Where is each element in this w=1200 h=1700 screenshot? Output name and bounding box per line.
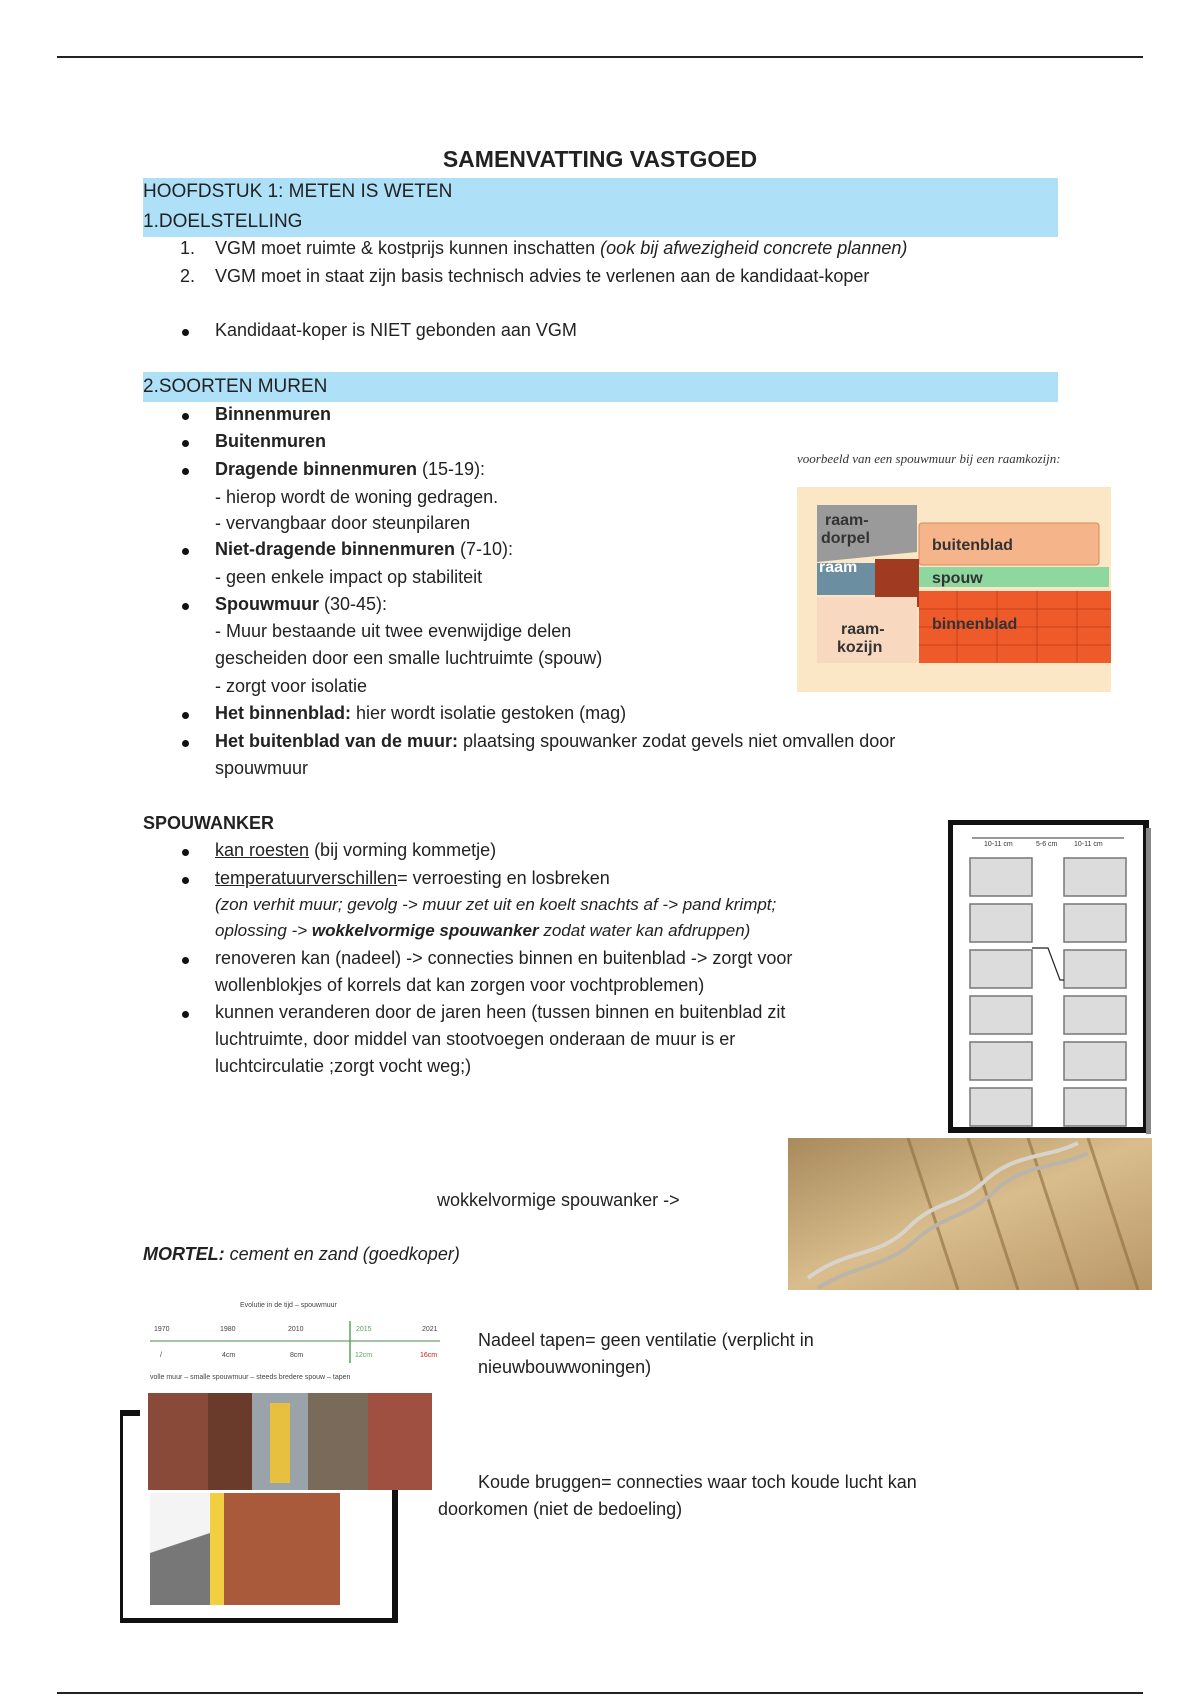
- list-item: Het binnenblad: hier wordt isolatie gestoken (mag): [215, 703, 627, 723]
- bullet: [182, 548, 189, 555]
- list-number: 2.: [180, 266, 196, 286]
- year-label: 1970: [154, 1326, 170, 1333]
- page-title: SAMENVATTING VASTGOED: [442, 146, 758, 172]
- tapen-line: nieuwbouwwoningen): [478, 1357, 652, 1377]
- diagram-caption: voorbeeld van een spouwmuur bij een raamkozijn:: [797, 451, 1061, 466]
- bullet: [182, 957, 189, 964]
- text-line: oplossing -> wokkelvormige spouwanker zodat water kan afdruppen): [215, 921, 751, 940]
- list-item: Niet-dragende binnenmuren (7-10):: [215, 539, 514, 559]
- evolutie-photos: [148, 1393, 432, 1490]
- text-line: gescheiden door een smalle luchtruimte (spouw): [215, 648, 603, 668]
- section2-highlight: [143, 372, 1058, 402]
- list-item: Spouwmuur (30-45):: [215, 594, 388, 614]
- list-item: Dragende binnenmuren (15-19):: [215, 459, 486, 479]
- spouwanker-heading: SPOUWANKER: [143, 813, 275, 833]
- list-item: VGM moet in staat zijn basis technisch advies te verlenen aan de kandidaat-koper: [215, 266, 870, 286]
- year-label: 1980: [220, 1326, 236, 1333]
- label-raamdorpel-1: raam-: [825, 512, 869, 529]
- bullet: [182, 440, 189, 447]
- size-label: 4cm: [222, 1352, 236, 1359]
- evolutie-picture: [120, 1293, 450, 1623]
- list-item: Buitenmuren: [215, 431, 327, 451]
- bullet: [182, 877, 189, 884]
- chapter-highlight: [143, 178, 1058, 237]
- list-item: Het buitenblad van de muur: plaatsing spouwanker zodat gevels niet omvallen door: [215, 731, 896, 751]
- list-item: kunnen veranderen door de jaren heen (tussen binnen en buitenblad zit: [215, 1002, 786, 1022]
- list-item: renoveren kan (nadeel) -> connecties binnen en buitenblad -> zorgt voor: [215, 948, 793, 968]
- dim-label: 5-6 cm: [1036, 841, 1058, 848]
- label-raamkozijn-2: kozijn: [837, 639, 883, 656]
- evolutie-title: Evolutie in de tijd – spouwmuur: [240, 1302, 337, 1309]
- size-label: 16cm: [420, 1352, 438, 1359]
- dim-label: 10-11 cm: [984, 841, 1013, 848]
- section2-heading: 2.SOORTEN MUREN: [143, 376, 328, 397]
- size-label: /: [160, 1352, 162, 1359]
- list-item: Binnenmuren: [215, 404, 332, 424]
- spouwanker-drawing: [948, 820, 1152, 1136]
- spouwmuur-diagram: [797, 487, 1111, 692]
- label-binnenblad: binnenblad: [932, 616, 1018, 633]
- bottom-rule: [57, 1692, 1143, 1694]
- text-line: - zorgt voor isolatie: [215, 676, 368, 696]
- text-line: luchtcirculatie ;zorgt vocht weg;): [215, 1056, 472, 1076]
- list-item: kan roesten (bij vorming kommetje): [215, 840, 497, 860]
- top-rule: [57, 56, 1143, 58]
- bullet: [182, 849, 189, 856]
- size-label: 8cm: [290, 1352, 304, 1359]
- bullet: [182, 413, 189, 420]
- bruggen-line: doorkomen (niet de bedoeling): [438, 1499, 683, 1519]
- label-spouw: spouw: [932, 570, 983, 587]
- label-buitenblad: buitenblad: [932, 537, 1013, 554]
- bullet: [182, 603, 189, 610]
- list-number: 1.: [180, 238, 196, 258]
- label-raam: raam: [819, 559, 858, 576]
- text-line: (zon verhit muur; gevolg -> muur zet uit en koelt snachts af -> pand krimpt;: [215, 895, 777, 914]
- year-label: 2021: [422, 1326, 438, 1333]
- section1-heading: 1.DOELSTELLING: [143, 211, 303, 232]
- list-item: temperatuurverschillen= verroesting en losbreken: [215, 868, 610, 888]
- year-label: 2015: [356, 1326, 372, 1333]
- evolutie-labels: volle muur – smalle spouwmuur – steeds bredere spouw – tapen: [150, 1374, 351, 1381]
- bullet: [182, 329, 189, 336]
- wokkel-photo: [788, 1138, 1152, 1290]
- bullet: [182, 740, 189, 747]
- list-item: Kandidaat-koper is NIET gebonden aan VGM: [215, 320, 577, 340]
- list-item: VGM moet ruimte & kostprijs kunnen inschatten (ook bij afwezigheid concrete plannen): [215, 238, 908, 258]
- text-line: spouwmuur: [215, 758, 309, 778]
- bullet: [182, 468, 189, 475]
- dim-label: 10-11 cm: [1074, 841, 1103, 848]
- label-raamdorpel-2: dorpel: [821, 530, 870, 547]
- text-line: - hierop wordt de woning gedragen.: [215, 487, 499, 507]
- size-label: 12cm: [355, 1352, 373, 1359]
- chapter-heading: HOOFDSTUK 1: METEN IS WETEN: [143, 181, 453, 202]
- text-line: - vervangbaar door steunpilaren: [215, 513, 471, 533]
- bullet: [182, 1011, 189, 1018]
- mortel-line: MORTEL: cement en zand (goedkoper): [143, 1244, 460, 1264]
- wokkel-label: wokkelvormige spouwanker ->: [437, 1190, 680, 1210]
- text-line: luchtruimte, door middel van stootvoegen onderaan de muur is er: [215, 1029, 736, 1049]
- text-line: - Muur bestaande uit twee evenwijdige delen: [215, 621, 572, 641]
- label-raamkozijn-1: raam-: [841, 621, 885, 638]
- tapen-line: Nadeel tapen= geen ventilatie (verplicht in: [478, 1330, 814, 1350]
- year-label: 2010: [288, 1326, 304, 1333]
- bullet: [182, 712, 189, 719]
- text-line: - geen enkele impact op stabiliteit: [215, 567, 483, 587]
- text-line: wollenblokjes of korrels dat kan zorgen voor vochtproblemen): [215, 975, 705, 995]
- bruggen-line: Koude bruggen= connecties waar toch koude lucht kan: [478, 1472, 917, 1492]
